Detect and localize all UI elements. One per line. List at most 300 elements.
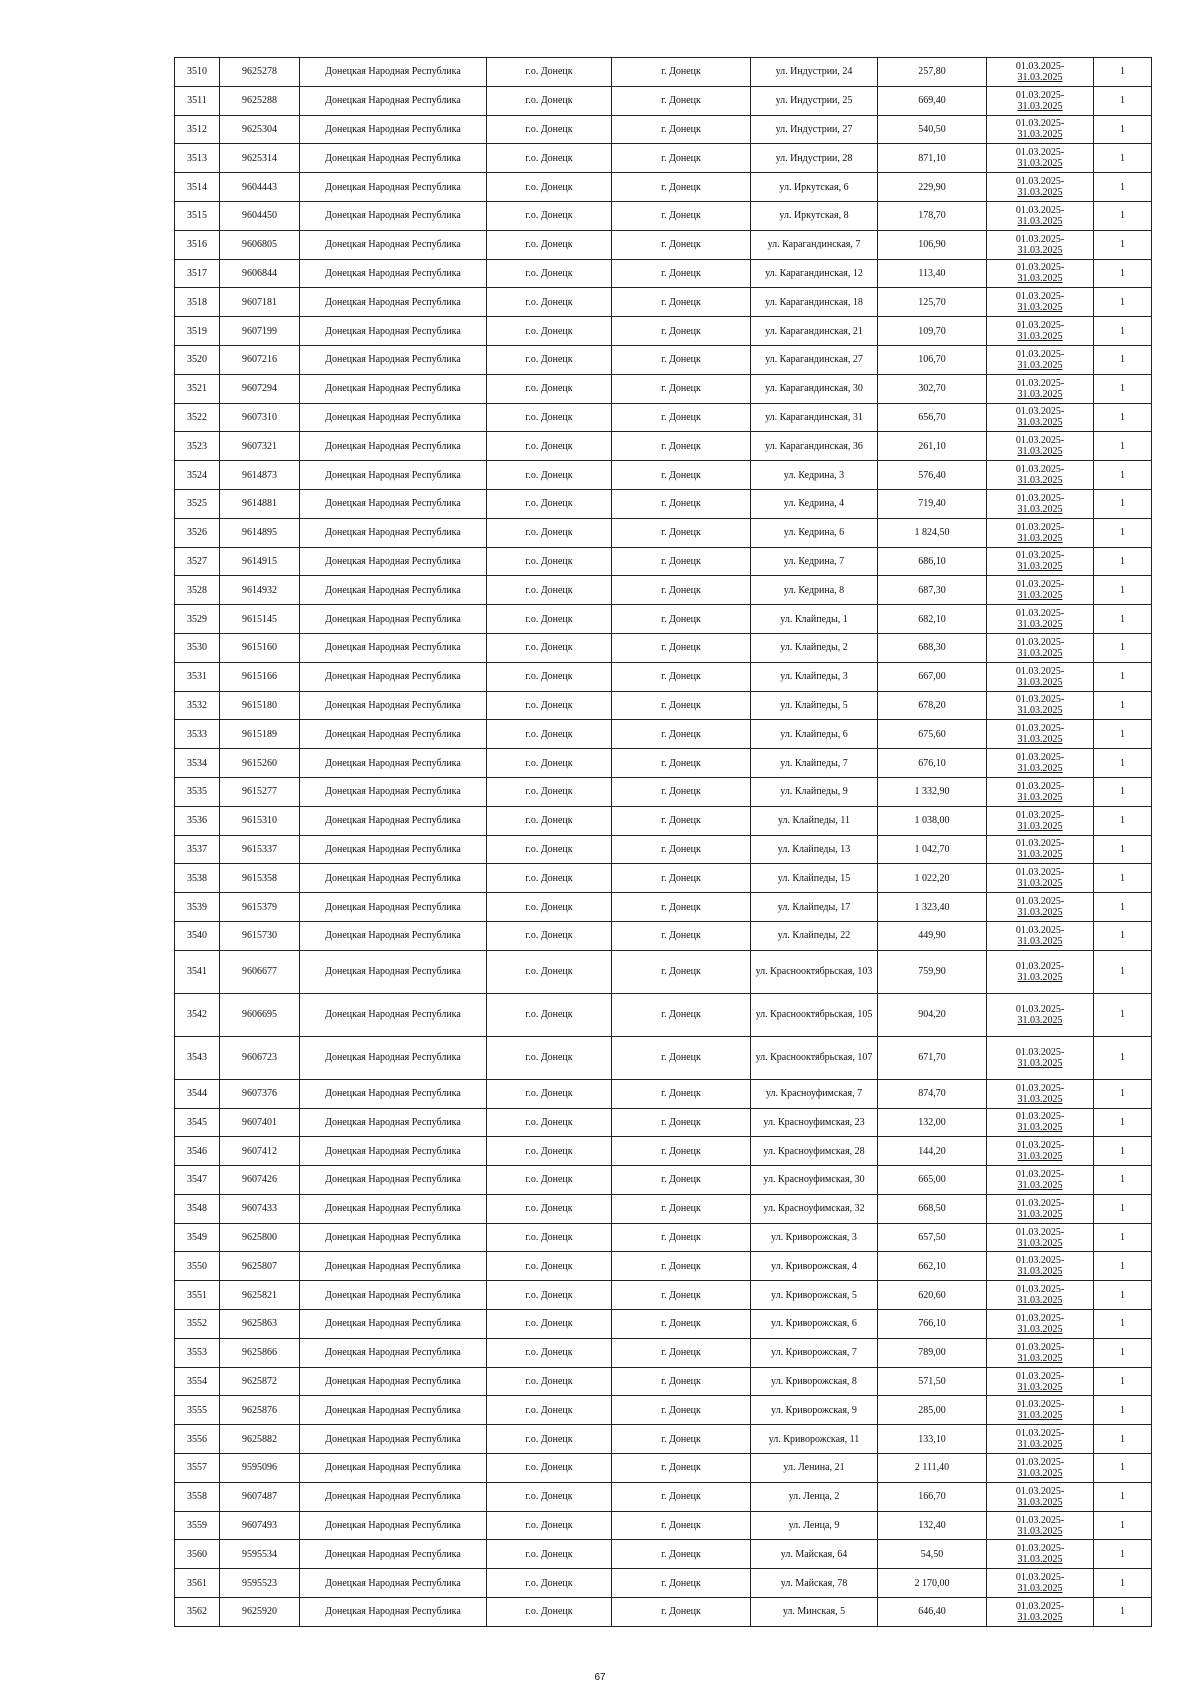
cell-count: 1 xyxy=(1094,950,1152,993)
period-end: 31.03.2025 xyxy=(1017,1467,1063,1479)
cell-row-number: 3526 xyxy=(175,518,220,547)
cell-period xyxy=(987,1598,1094,1627)
cell-row-number: 3532 xyxy=(175,691,220,720)
cell-area: 1 332,90 xyxy=(878,777,987,806)
cell-cadastral-id: 9614873 xyxy=(220,461,300,490)
cell-row-number: 3510 xyxy=(175,58,220,87)
cell-count: 1 xyxy=(1094,1338,1152,1367)
cell-period xyxy=(987,1223,1094,1252)
cell-address: ул. Иркутская, 8 xyxy=(751,201,878,230)
table-row xyxy=(175,374,1152,403)
period-start: 01.03.2025- xyxy=(1015,780,1065,792)
cell-region: Донецкая Народная Республика xyxy=(300,993,487,1036)
period-end: 31.03.2025 xyxy=(1017,273,1063,285)
cell-period xyxy=(987,749,1094,778)
cell-period xyxy=(987,374,1094,403)
cell-region: Донецкая Народная Республика xyxy=(300,489,487,518)
cell-period xyxy=(987,864,1094,893)
cell-region: Донецкая Народная Республика xyxy=(300,345,487,374)
cell-cadastral-id: 9615160 xyxy=(220,633,300,662)
cell-city: г. Донецк xyxy=(612,1079,751,1108)
cell-cadastral-id: 9625866 xyxy=(220,1338,300,1367)
cell-row-number: 3556 xyxy=(175,1425,220,1454)
period-start: 01.03.2025- xyxy=(1015,1140,1065,1152)
cell-municipality: г.о. Донецк xyxy=(487,58,612,87)
cell-row-number: 3531 xyxy=(175,662,220,691)
table-row xyxy=(175,1338,1152,1367)
cell-cadastral-id: 9615277 xyxy=(220,777,300,806)
period-start: 01.03.2025- xyxy=(1015,838,1065,850)
cell-cadastral-id: 9615189 xyxy=(220,720,300,749)
cell-address: ул. Криворожская, 4 xyxy=(751,1252,878,1281)
cell-cadastral-id: 9614915 xyxy=(220,547,300,576)
period-end: 31.03.2025 xyxy=(1017,1208,1063,1220)
cell-address: ул. Краснооктябрьская, 105 xyxy=(751,993,878,1036)
cell-region: Донецкая Народная Республика xyxy=(300,432,487,461)
cell-cadastral-id: 9595523 xyxy=(220,1569,300,1598)
cell-period xyxy=(987,1137,1094,1166)
cell-address: ул. Краснооктябрьская, 107 xyxy=(751,1036,878,1079)
cell-count: 1 xyxy=(1094,1137,1152,1166)
cell-address: ул. Кедрина, 8 xyxy=(751,576,878,605)
cell-address: ул. Кедрина, 6 xyxy=(751,518,878,547)
cell-city: г. Донецк xyxy=(612,864,751,893)
cell-region: Донецкая Народная Республика xyxy=(300,173,487,202)
cell-period xyxy=(987,201,1094,230)
cell-cadastral-id: 9606677 xyxy=(220,950,300,993)
period-start: 01.03.2025- xyxy=(1015,1399,1065,1411)
cell-address: ул. Клайпеды, 1 xyxy=(751,605,878,634)
cell-period xyxy=(987,605,1094,634)
cell-count: 1 xyxy=(1094,720,1152,749)
cell-city: г. Донецк xyxy=(612,259,751,288)
cell-municipality: г.о. Донецк xyxy=(487,691,612,720)
cell-count: 1 xyxy=(1094,1511,1152,1540)
cell-municipality: г.о. Донецк xyxy=(487,921,612,950)
period-start: 01.03.2025- xyxy=(1015,1226,1065,1238)
cell-city: г. Донецк xyxy=(612,1367,751,1396)
cell-period xyxy=(987,1338,1094,1367)
cell-count: 1 xyxy=(1094,921,1152,950)
cell-period xyxy=(987,86,1094,115)
cell-area: 257,80 xyxy=(878,58,987,87)
cell-period xyxy=(987,1396,1094,1425)
cell-address: ул. Криворожская, 8 xyxy=(751,1367,878,1396)
cell-city: г. Донецк xyxy=(612,115,751,144)
cell-cadastral-id: 9614895 xyxy=(220,518,300,547)
table-row xyxy=(175,950,1152,993)
cell-row-number: 3546 xyxy=(175,1137,220,1166)
page-number: 67 xyxy=(594,1672,606,1683)
cell-period xyxy=(987,518,1094,547)
cell-area: 125,70 xyxy=(878,288,987,317)
table-row xyxy=(175,1194,1152,1223)
cell-cadastral-id: 9607401 xyxy=(220,1108,300,1137)
cell-period xyxy=(987,993,1094,1036)
period-start: 01.03.2025- xyxy=(1015,960,1065,972)
cell-period xyxy=(987,173,1094,202)
cell-city: г. Донецк xyxy=(612,547,751,576)
document-table-container xyxy=(174,57,1151,1627)
cell-cadastral-id: 9625288 xyxy=(220,86,300,115)
cell-row-number: 3534 xyxy=(175,749,220,778)
period-end: 31.03.2025 xyxy=(1017,1014,1063,1026)
cell-area: 113,40 xyxy=(878,259,987,288)
cell-count: 1 xyxy=(1094,893,1152,922)
table-row xyxy=(175,1079,1152,1108)
cell-period xyxy=(987,1425,1094,1454)
cell-region: Донецкая Народная Республика xyxy=(300,1540,487,1569)
cell-city: г. Донецк xyxy=(612,86,751,115)
cell-municipality: г.о. Донецк xyxy=(487,777,612,806)
cell-region: Донецкая Народная Республика xyxy=(300,58,487,87)
cell-row-number: 3521 xyxy=(175,374,220,403)
cell-address: ул. Красноуфимская, 32 xyxy=(751,1194,878,1223)
period-start: 01.03.2025- xyxy=(1015,406,1065,418)
period-start: 01.03.2025- xyxy=(1015,377,1065,389)
cell-area: 686,10 xyxy=(878,547,987,576)
cell-city: г. Донецк xyxy=(612,1036,751,1079)
cell-area: 449,90 xyxy=(878,921,987,950)
period-end: 31.03.2025 xyxy=(1017,849,1063,861)
cell-region: Донецкая Народная Республика xyxy=(300,576,487,605)
table-row xyxy=(175,230,1152,259)
cell-region: Донецкая Народная Республика xyxy=(300,633,487,662)
cell-municipality: г.о. Донецк xyxy=(487,173,612,202)
cell-cadastral-id: 9606695 xyxy=(220,993,300,1036)
cell-region: Донецкая Народная Республика xyxy=(300,374,487,403)
cell-count: 1 xyxy=(1094,432,1152,461)
cell-address: ул. Карагандинская, 18 xyxy=(751,288,878,317)
cell-region: Донецкая Народная Республика xyxy=(300,1108,487,1137)
cell-municipality: г.о. Донецк xyxy=(487,1137,612,1166)
cell-cadastral-id: 9607376 xyxy=(220,1079,300,1108)
cell-city: г. Донецк xyxy=(612,345,751,374)
cell-municipality: г.о. Донецк xyxy=(487,489,612,518)
cell-address: ул. Кедрина, 7 xyxy=(751,547,878,576)
cell-municipality: г.о. Донецк xyxy=(487,1540,612,1569)
cell-area: 671,70 xyxy=(878,1036,987,1079)
cell-municipality: г.о. Донецк xyxy=(487,835,612,864)
cell-address: ул. Криворожская, 11 xyxy=(751,1425,878,1454)
cell-row-number: 3520 xyxy=(175,345,220,374)
cell-address: ул. Клайпеды, 22 xyxy=(751,921,878,950)
table-row xyxy=(175,835,1152,864)
cell-region: Донецкая Народная Республика xyxy=(300,950,487,993)
cell-region: Донецкая Народная Республика xyxy=(300,1194,487,1223)
cell-cadastral-id: 9615379 xyxy=(220,893,300,922)
cell-municipality: г.о. Донецк xyxy=(487,893,612,922)
cell-row-number: 3533 xyxy=(175,720,220,749)
cell-period xyxy=(987,950,1094,993)
period-end: 31.03.2025 xyxy=(1017,100,1063,112)
period-start: 01.03.2025- xyxy=(1015,1370,1065,1382)
cell-cadastral-id: 9615180 xyxy=(220,691,300,720)
cell-municipality: г.о. Донецк xyxy=(487,1482,612,1511)
table-row xyxy=(175,893,1152,922)
cell-row-number: 3514 xyxy=(175,173,220,202)
cell-city: г. Донецк xyxy=(612,893,751,922)
period-start: 01.03.2025- xyxy=(1015,176,1065,188)
cell-row-number: 3539 xyxy=(175,893,220,922)
cell-cadastral-id: 9625807 xyxy=(220,1252,300,1281)
period-start: 01.03.2025- xyxy=(1015,809,1065,821)
cell-city: г. Донецк xyxy=(612,749,751,778)
cell-city: г. Донецк xyxy=(612,374,751,403)
cell-municipality: г.о. Донецк xyxy=(487,1194,612,1223)
cell-city: г. Донецк xyxy=(612,950,751,993)
cell-count: 1 xyxy=(1094,403,1152,432)
cell-cadastral-id: 9615310 xyxy=(220,806,300,835)
cell-municipality: г.о. Донецк xyxy=(487,1367,612,1396)
cell-address: ул. Минская, 5 xyxy=(751,1598,878,1627)
cell-address: ул. Майская, 64 xyxy=(751,1540,878,1569)
cell-count: 1 xyxy=(1094,1540,1152,1569)
cell-cadastral-id: 9607310 xyxy=(220,403,300,432)
cell-area: 285,00 xyxy=(878,1396,987,1425)
cell-region: Донецкая Народная Республика xyxy=(300,259,487,288)
cell-row-number: 3544 xyxy=(175,1079,220,1108)
period-end: 31.03.2025 xyxy=(1017,676,1063,688)
cell-address: ул. Индустрии, 24 xyxy=(751,58,878,87)
cell-address: ул. Клайпеды, 7 xyxy=(751,749,878,778)
table-row xyxy=(175,576,1152,605)
cell-municipality: г.о. Донецк xyxy=(487,144,612,173)
cell-region: Донецкая Народная Республика xyxy=(300,1223,487,1252)
cell-period xyxy=(987,576,1094,605)
cell-region: Донецкая Народная Республика xyxy=(300,317,487,346)
cell-count: 1 xyxy=(1094,662,1152,691)
cell-municipality: г.о. Донецк xyxy=(487,403,612,432)
cell-cadastral-id: 9615145 xyxy=(220,605,300,634)
period-end: 31.03.2025 xyxy=(1017,1323,1063,1335)
cell-cadastral-id: 9607199 xyxy=(220,317,300,346)
period-start: 01.03.2025- xyxy=(1015,1312,1065,1324)
cell-count: 1 xyxy=(1094,230,1152,259)
table-row xyxy=(175,201,1152,230)
cell-city: г. Донецк xyxy=(612,173,751,202)
cell-cadastral-id: 9607321 xyxy=(220,432,300,461)
cell-address: ул. Криворожская, 7 xyxy=(751,1338,878,1367)
cell-municipality: г.о. Донецк xyxy=(487,1310,612,1339)
period-start: 01.03.2025- xyxy=(1015,752,1065,764)
cell-address: ул. Кедрина, 4 xyxy=(751,489,878,518)
cell-area: 106,90 xyxy=(878,230,987,259)
cell-municipality: г.о. Донецк xyxy=(487,461,612,490)
cell-area: 261,10 xyxy=(878,432,987,461)
cell-count: 1 xyxy=(1094,633,1152,662)
period-end: 31.03.2025 xyxy=(1017,734,1063,746)
cell-region: Донецкая Народная Республика xyxy=(300,230,487,259)
cell-count: 1 xyxy=(1094,461,1152,490)
cell-cadastral-id: 9595096 xyxy=(220,1454,300,1483)
cell-area: 540,50 xyxy=(878,115,987,144)
cell-region: Донецкая Народная Республика xyxy=(300,1079,487,1108)
cell-period xyxy=(987,1252,1094,1281)
cell-municipality: г.о. Донецк xyxy=(487,1425,612,1454)
cell-cadastral-id: 9615166 xyxy=(220,662,300,691)
cell-row-number: 3535 xyxy=(175,777,220,806)
cell-count: 1 xyxy=(1094,1454,1152,1483)
table-row xyxy=(175,288,1152,317)
cell-municipality: г.о. Донецк xyxy=(487,518,612,547)
cell-municipality: г.о. Донецк xyxy=(487,259,612,288)
table-row xyxy=(175,1396,1152,1425)
cell-row-number: 3524 xyxy=(175,461,220,490)
cell-city: г. Донецк xyxy=(612,1569,751,1598)
cell-period xyxy=(987,777,1094,806)
cell-municipality: г.о. Донецк xyxy=(487,1598,612,1627)
cell-count: 1 xyxy=(1094,605,1152,634)
cell-region: Донецкая Народная Республика xyxy=(300,518,487,547)
cell-address: ул. Красноуфимская, 23 xyxy=(751,1108,878,1137)
cell-municipality: г.о. Донецк xyxy=(487,1252,612,1281)
table-row xyxy=(175,993,1152,1036)
cell-area: 1 824,50 xyxy=(878,518,987,547)
cell-count: 1 xyxy=(1094,115,1152,144)
cell-address: ул. Клайпеды, 15 xyxy=(751,864,878,893)
cell-municipality: г.о. Донецк xyxy=(487,1036,612,1079)
table-row xyxy=(175,1281,1152,1310)
cell-area: 132,40 xyxy=(878,1511,987,1540)
cell-address: ул. Кедрина, 3 xyxy=(751,461,878,490)
period-end: 31.03.2025 xyxy=(1017,475,1063,487)
period-start: 01.03.2025- xyxy=(1015,1456,1065,1468)
period-end: 31.03.2025 xyxy=(1017,1525,1063,1537)
cell-municipality: г.о. Донецк xyxy=(487,950,612,993)
cell-row-number: 3559 xyxy=(175,1511,220,1540)
cell-count: 1 xyxy=(1094,1367,1152,1396)
cell-city: г. Донецк xyxy=(612,201,751,230)
cell-period xyxy=(987,259,1094,288)
cell-area: 2 170,00 xyxy=(878,1569,987,1598)
cell-address: ул. Красноуфимская, 30 xyxy=(751,1166,878,1195)
cell-region: Донецкая Народная Республика xyxy=(300,461,487,490)
table-row xyxy=(175,144,1152,173)
cell-municipality: г.о. Донецк xyxy=(487,1396,612,1425)
cell-row-number: 3560 xyxy=(175,1540,220,1569)
period-end: 31.03.2025 xyxy=(1017,158,1063,170)
cell-cadastral-id: 9614932 xyxy=(220,576,300,605)
cell-city: г. Донецк xyxy=(612,1252,751,1281)
cell-count: 1 xyxy=(1094,173,1152,202)
period-end: 31.03.2025 xyxy=(1017,1352,1063,1364)
cell-address: ул. Криворожская, 5 xyxy=(751,1281,878,1310)
cell-count: 1 xyxy=(1094,1194,1152,1223)
cell-address: ул. Карагандинская, 36 xyxy=(751,432,878,461)
period-start: 01.03.2025- xyxy=(1015,1600,1065,1612)
cell-period xyxy=(987,288,1094,317)
period-start: 01.03.2025- xyxy=(1015,694,1065,706)
period-start: 01.03.2025- xyxy=(1015,608,1065,620)
cell-count: 1 xyxy=(1094,864,1152,893)
cell-period xyxy=(987,345,1094,374)
cell-count: 1 xyxy=(1094,993,1152,1036)
period-start: 01.03.2025- xyxy=(1015,89,1065,101)
cell-area: 1 042,70 xyxy=(878,835,987,864)
cell-count: 1 xyxy=(1094,1425,1152,1454)
cell-area: 2 111,40 xyxy=(878,1454,987,1483)
period-end: 31.03.2025 xyxy=(1017,763,1063,775)
cell-cadastral-id: 9615730 xyxy=(220,921,300,950)
cell-count: 1 xyxy=(1094,58,1152,87)
period-end: 31.03.2025 xyxy=(1017,1583,1063,1595)
cell-row-number: 3518 xyxy=(175,288,220,317)
cell-period xyxy=(987,547,1094,576)
cell-count: 1 xyxy=(1094,806,1152,835)
cell-period xyxy=(987,1482,1094,1511)
period-end: 31.03.2025 xyxy=(1017,446,1063,458)
cell-area: 667,00 xyxy=(878,662,987,691)
cell-region: Донецкая Народная Республика xyxy=(300,749,487,778)
period-start: 01.03.2025- xyxy=(1015,291,1065,303)
cell-city: г. Донецк xyxy=(612,1425,751,1454)
cell-count: 1 xyxy=(1094,86,1152,115)
table-row xyxy=(175,489,1152,518)
cell-period xyxy=(987,921,1094,950)
cell-city: г. Донецк xyxy=(612,1108,751,1137)
period-start: 01.03.2025- xyxy=(1015,1046,1065,1058)
cell-region: Донецкая Народная Республика xyxy=(300,806,487,835)
cell-row-number: 3530 xyxy=(175,633,220,662)
cell-area: 688,30 xyxy=(878,633,987,662)
period-start: 01.03.2025- xyxy=(1015,60,1065,72)
registry-table xyxy=(174,57,1152,1627)
cell-row-number: 3516 xyxy=(175,230,220,259)
cell-area: 669,40 xyxy=(878,86,987,115)
cell-count: 1 xyxy=(1094,1396,1152,1425)
table-row xyxy=(175,1598,1152,1627)
cell-municipality: г.о. Донецк xyxy=(487,605,612,634)
period-start: 01.03.2025- xyxy=(1015,1485,1065,1497)
cell-cadastral-id: 9606844 xyxy=(220,259,300,288)
cell-count: 1 xyxy=(1094,1310,1152,1339)
cell-address: ул. Клайпеды, 3 xyxy=(751,662,878,691)
cell-cadastral-id: 9625872 xyxy=(220,1367,300,1396)
cell-municipality: г.о. Донецк xyxy=(487,1223,612,1252)
period-end: 31.03.2025 xyxy=(1017,359,1063,371)
period-start: 01.03.2025- xyxy=(1015,435,1065,447)
cell-cadastral-id: 9606805 xyxy=(220,230,300,259)
cell-region: Донецкая Народная Республика xyxy=(300,1511,487,1540)
period-start: 01.03.2025- xyxy=(1015,1572,1065,1584)
cell-area: 1 323,40 xyxy=(878,893,987,922)
period-end: 31.03.2025 xyxy=(1017,388,1063,400)
period-end: 31.03.2025 xyxy=(1017,1439,1063,1451)
table-row xyxy=(175,1310,1152,1339)
cell-period xyxy=(987,1036,1094,1079)
table-row xyxy=(175,921,1152,950)
cell-cadastral-id: 9607216 xyxy=(220,345,300,374)
cell-city: г. Донецк xyxy=(612,662,751,691)
cell-address: ул. Индустрии, 27 xyxy=(751,115,878,144)
cell-cadastral-id: 9614881 xyxy=(220,489,300,518)
table-row xyxy=(175,403,1152,432)
cell-area: 229,90 xyxy=(878,173,987,202)
cell-city: г. Донецк xyxy=(612,230,751,259)
cell-region: Донецкая Народная Республика xyxy=(300,547,487,576)
cell-count: 1 xyxy=(1094,1108,1152,1137)
cell-region: Донецкая Народная Республика xyxy=(300,1482,487,1511)
cell-municipality: г.о. Донецк xyxy=(487,1079,612,1108)
period-start: 01.03.2025- xyxy=(1015,492,1065,504)
cell-address: ул. Клайпеды, 11 xyxy=(751,806,878,835)
cell-address: ул. Карагандинская, 7 xyxy=(751,230,878,259)
cell-region: Донецкая Народная Республика xyxy=(300,1569,487,1598)
period-end: 31.03.2025 xyxy=(1017,187,1063,199)
cell-row-number: 3543 xyxy=(175,1036,220,1079)
cell-cadastral-id: 9625876 xyxy=(220,1396,300,1425)
